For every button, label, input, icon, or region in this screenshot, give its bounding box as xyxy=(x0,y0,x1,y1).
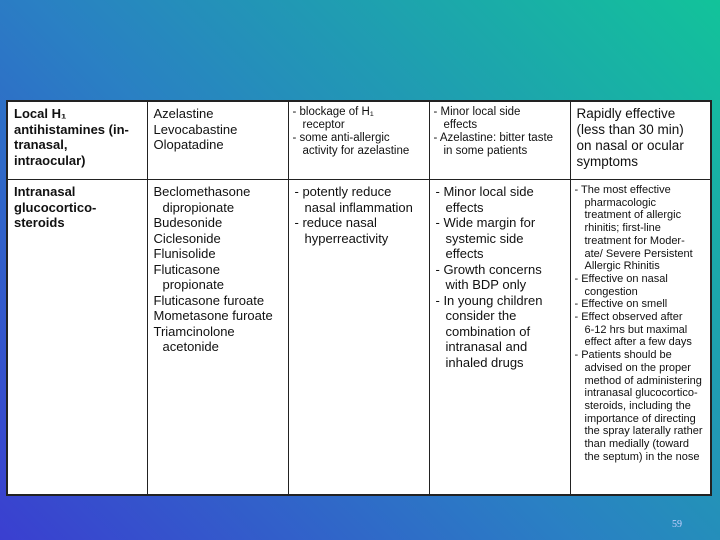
text-line: effect after a few days xyxy=(584,336,692,349)
text-line: consider the xyxy=(445,308,517,323)
text-line: - Azelastine: bitter taste xyxy=(433,132,554,144)
table-row xyxy=(7,101,711,180)
comments-cell xyxy=(570,101,711,180)
drug-name: propionate xyxy=(162,277,224,292)
text-line: antihistamines (in- xyxy=(14,121,129,137)
text-line: nasal inflammation xyxy=(304,199,413,215)
text-line: inhaled drugs xyxy=(445,354,524,370)
text-line: than medially (toward xyxy=(584,438,690,451)
text-line: Local H₁ xyxy=(14,106,67,121)
mechanism-cell xyxy=(288,101,429,180)
category-cell xyxy=(7,101,147,180)
page-number: 59 xyxy=(672,519,682,530)
text-line: combination of xyxy=(445,323,531,339)
text-line: pharmacologic xyxy=(584,196,657,209)
text-line: hyperreactivity xyxy=(304,230,389,246)
text-line: - Wide margin for xyxy=(435,215,536,230)
text-line: steroids, including the xyxy=(584,399,691,412)
drug-name: Mometasone furoate xyxy=(153,308,273,323)
drug-name: dipropionate xyxy=(162,199,235,215)
text-line: symptoms xyxy=(576,154,639,169)
text-line: Rapidly effective xyxy=(576,106,676,121)
text-line: - The most effective xyxy=(574,184,671,196)
text-line: effects xyxy=(445,199,484,215)
text-line: - blockage of H₁ xyxy=(292,106,374,118)
drug-name: Levocabastine xyxy=(153,121,238,137)
text-line: the spray laterally rather xyxy=(584,425,703,438)
text-line: - In young children xyxy=(435,292,543,308)
text-line: with BDP only xyxy=(445,277,527,292)
drug-name: Fluticasone xyxy=(153,261,220,277)
text-line: effects xyxy=(443,119,478,131)
text-line: intraocular) xyxy=(14,152,86,168)
text-line: advised on the proper xyxy=(584,361,691,374)
drug-name: Budesonide xyxy=(153,215,223,230)
text-line: glucocortico- xyxy=(14,199,97,215)
text-line: - Growth concerns xyxy=(435,261,542,277)
text-line: Intranasal xyxy=(14,184,76,199)
text-line: tranasal, xyxy=(14,137,68,152)
drug-name: acetonide xyxy=(162,339,219,354)
text-line: - Minor local side xyxy=(433,106,521,118)
text-line: - Minor local side xyxy=(435,184,534,199)
text-line: method of administering xyxy=(584,374,702,387)
text-line: 6-12 hrs but maximal xyxy=(584,323,688,336)
text-line: systemic side xyxy=(445,230,524,246)
text-line: - potently reduce xyxy=(294,184,392,199)
text-line: in some patients xyxy=(443,145,528,157)
text-line: effects xyxy=(445,246,484,261)
drug-name: Triamcinolone xyxy=(153,323,235,339)
text-line: rhinitis; first-line xyxy=(584,222,661,235)
text-line: - Effective on smell xyxy=(574,298,668,311)
side-effects-cell xyxy=(429,180,570,496)
table-row xyxy=(7,180,711,496)
text-line: (less than 30 min) xyxy=(576,122,684,137)
text-line: Allergic Rhinitis xyxy=(584,260,660,273)
drugs-cell xyxy=(147,101,288,180)
text-line: receptor xyxy=(302,119,345,131)
category-cell xyxy=(7,180,147,496)
comments-cell xyxy=(570,180,711,496)
drug-name: Flunisolide xyxy=(153,246,216,261)
drug-name: Azelastine xyxy=(153,106,214,121)
side-effects-cell xyxy=(429,101,570,180)
text-line: - reduce nasal xyxy=(294,215,377,230)
drug-name: Beclomethasone xyxy=(153,184,251,199)
text-line: - Effect observed after xyxy=(574,311,683,324)
text-line: congestion xyxy=(584,285,638,298)
text-line: intranasal glucocortico- xyxy=(584,387,698,400)
text-line: ate/ Severe Persistent xyxy=(584,247,693,260)
text-line: treatment for Moder- xyxy=(584,234,685,247)
text-line: activity for azelastine xyxy=(302,145,410,157)
text-line: - some anti-allergic xyxy=(292,132,390,144)
drug-name: Ciclesonide xyxy=(153,230,221,246)
drug-name: Olopatadine xyxy=(153,137,224,152)
text-line: importance of directing xyxy=(584,412,696,425)
text-line: - Patients should be xyxy=(574,349,672,362)
text-line: treatment of allergic xyxy=(584,209,682,222)
text-line: the septum) in the nose xyxy=(584,450,700,463)
drug-name: Fluticasone furoate xyxy=(153,292,265,308)
text-line: steroids xyxy=(14,215,65,230)
text-line: intranasal and xyxy=(445,339,528,354)
text-line: on nasal or ocular xyxy=(576,138,684,153)
mechanism-cell xyxy=(288,180,429,496)
text-line: - Effective on nasal xyxy=(574,272,668,285)
drugs-cell xyxy=(147,180,288,496)
drug-table xyxy=(6,100,712,496)
